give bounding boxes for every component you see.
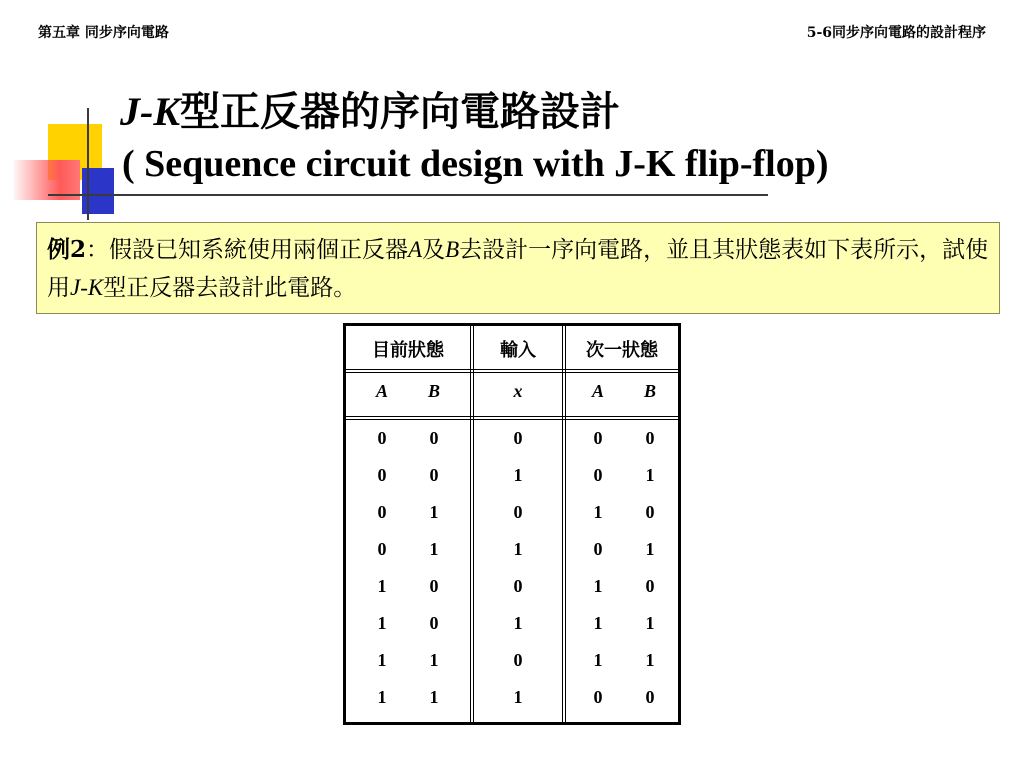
table-cell: 0	[377, 428, 387, 448]
table-cell: 1	[377, 687, 387, 707]
chapter-header: 第五章 同步序向電路	[38, 25, 169, 41]
subheader-a: A	[375, 381, 388, 401]
table-cell: 1	[377, 613, 387, 633]
table-cell: 0	[513, 428, 523, 448]
table-divider	[346, 369, 678, 373]
subheader-next-b: B	[643, 381, 656, 401]
table-cell: 1	[645, 613, 655, 633]
var-jk: J-K	[70, 275, 104, 300]
table-cell: 0	[429, 428, 439, 448]
decor-vertical-line	[87, 108, 89, 220]
subheader-next-a: A	[591, 381, 604, 401]
table-divider	[346, 416, 678, 420]
table-cell: 0	[377, 539, 387, 559]
table-cell: 0	[593, 687, 603, 707]
state-table	[343, 323, 681, 725]
table-cell: 1	[429, 687, 439, 707]
slide-subtitle: ( Sequence circuit design with J-K flip-flop)	[122, 143, 829, 185]
table-cell: 1	[513, 465, 523, 485]
header-input: 輸入	[500, 340, 536, 361]
table-cell: 1	[429, 502, 439, 522]
table-cell: 1	[377, 650, 387, 670]
table-cell: 1	[429, 650, 439, 670]
question-text-3: 去設計一序向電路，並且其狀態表如下表所示，試使用	[47, 237, 989, 301]
table-cell: 1	[645, 465, 655, 485]
table-cell: 1	[513, 539, 523, 559]
table-cell: 1	[593, 650, 603, 670]
table-cell: 0	[429, 613, 439, 633]
table-cell: 1	[377, 576, 387, 596]
table-cell: 0	[645, 576, 655, 596]
header-present-state: 目前狀態	[372, 340, 444, 361]
table-cell: 1	[593, 613, 603, 633]
section-header: 5-6同步序向電路的設計程序	[806, 25, 986, 41]
subheader-b: B	[427, 381, 440, 401]
table-cell: 1	[645, 539, 655, 559]
question-box	[36, 222, 1000, 314]
table-cell: 0	[593, 465, 603, 485]
table-cell: 0	[429, 465, 439, 485]
title-text: 型正反器的序向電路設計	[180, 88, 620, 135]
table-cell: 0	[645, 687, 655, 707]
table-cell: 0	[513, 576, 523, 596]
table-cell: 0	[429, 576, 439, 596]
table-cell: 0	[645, 428, 655, 448]
table-cell: 0	[513, 502, 523, 522]
table-cell: 0	[513, 650, 523, 670]
table-cell: 1	[645, 650, 655, 670]
slide-title	[120, 80, 620, 137]
table-divider	[470, 326, 474, 722]
table-cell: 0	[593, 539, 603, 559]
header-next-state: 次一狀態	[586, 340, 658, 361]
var-a: A	[408, 237, 423, 262]
question-text-1: ：假設已知系統使用兩個正反器	[86, 237, 409, 263]
table-divider	[562, 326, 566, 722]
question-text-4: 型正反器去設計此電路。	[103, 275, 357, 301]
table-cell: 1	[513, 687, 523, 707]
decor-horizontal-line	[48, 194, 768, 196]
table-cell: 1	[593, 502, 603, 522]
table-cell: 0	[377, 465, 387, 485]
table-cell: 0	[593, 428, 603, 448]
subheader-x: x	[513, 381, 523, 401]
table-cell: 1	[429, 539, 439, 559]
var-b: B	[445, 237, 460, 262]
title-jk: J-K	[120, 89, 180, 134]
question-label: 例2	[47, 236, 87, 263]
table-cell: 0	[645, 502, 655, 522]
table-cell: 1	[513, 613, 523, 633]
table-cell: 1	[593, 576, 603, 596]
table-cell: 0	[377, 502, 387, 522]
question-text-2: 及	[422, 237, 446, 263]
